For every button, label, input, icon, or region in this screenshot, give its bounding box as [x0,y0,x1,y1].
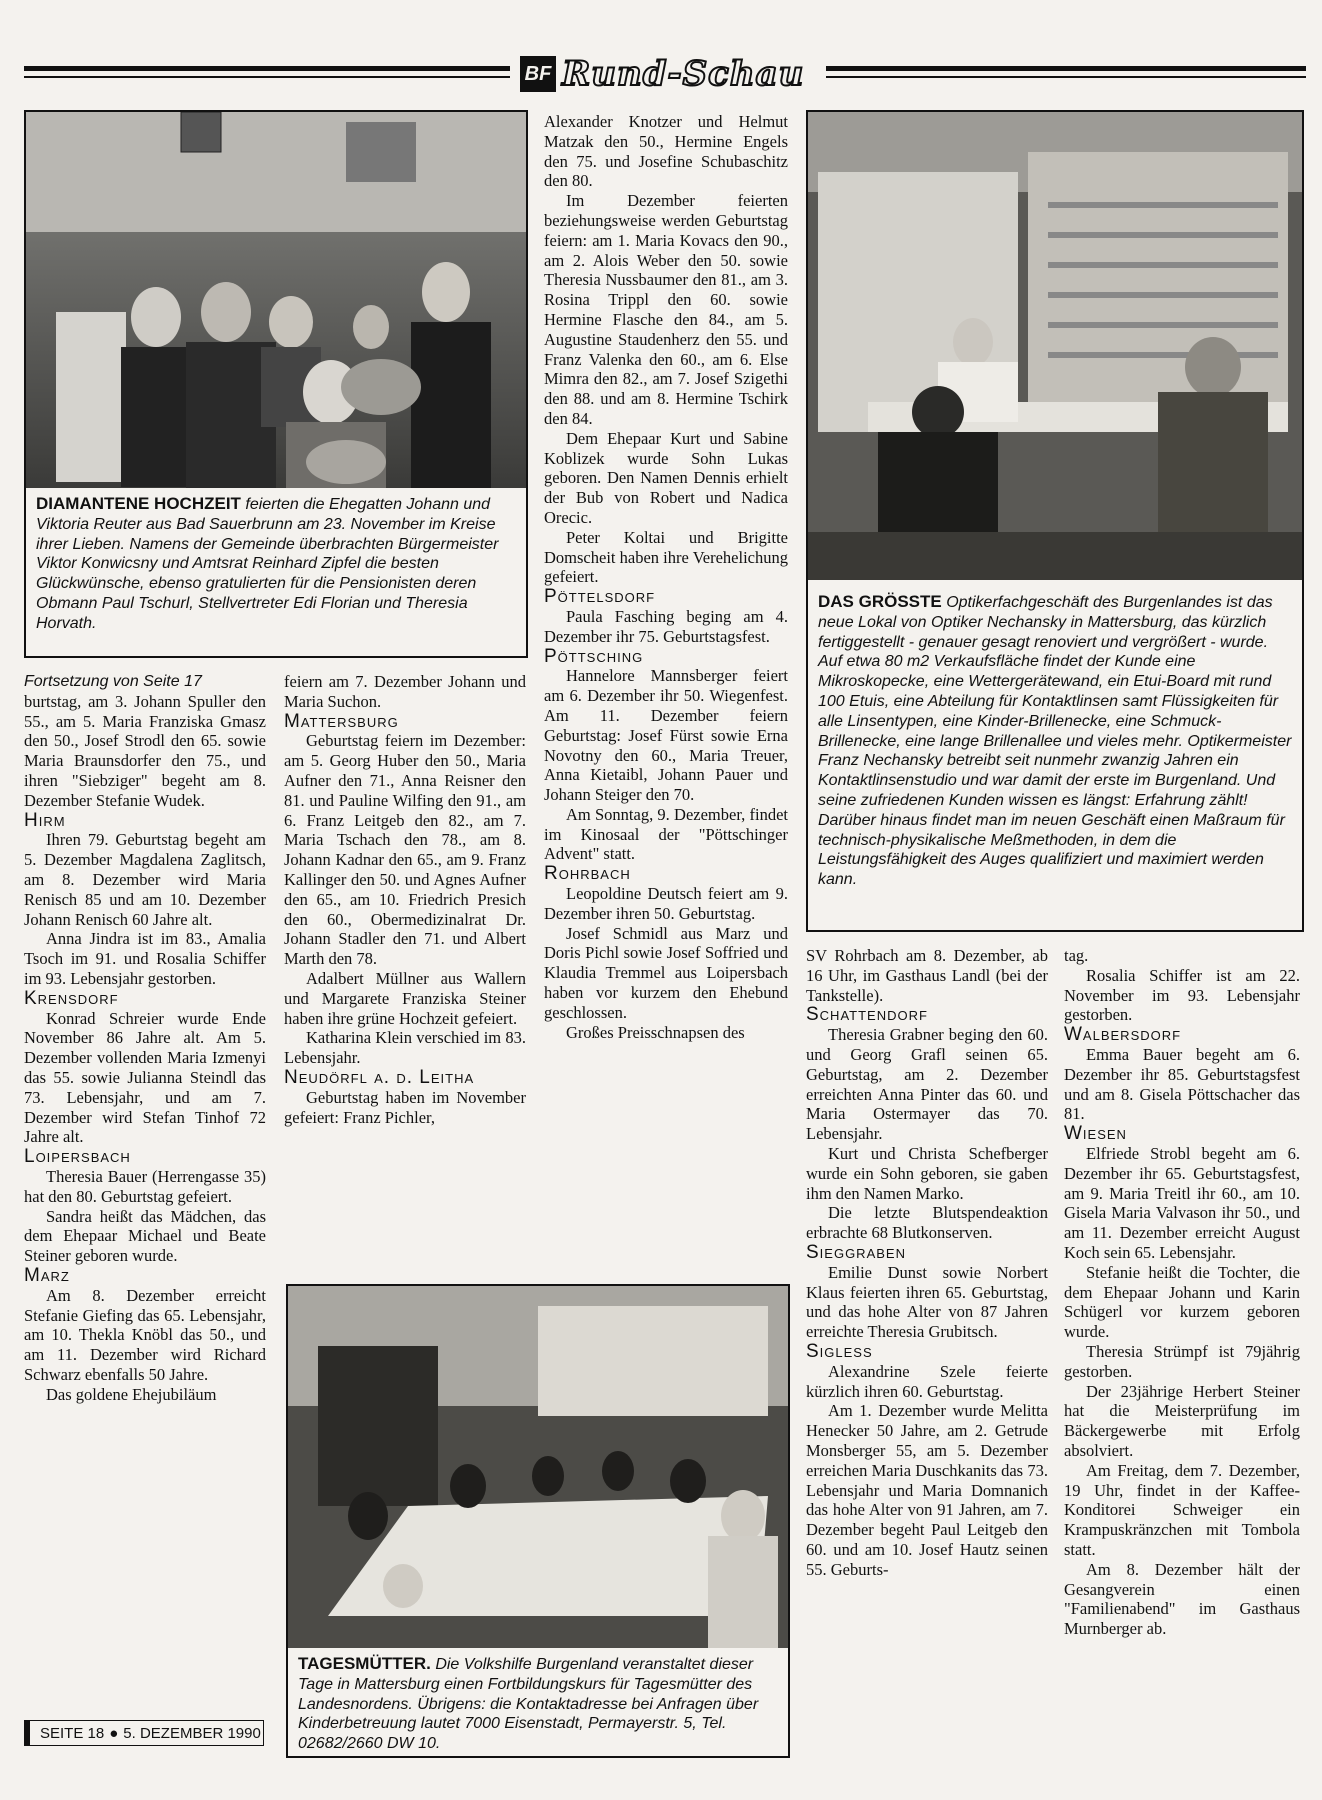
heading-poettsching: Pöttsching [544,645,644,667]
article-text: Theresia Strümpf ist 79jährig gestorben. [1064,1341,1300,1381]
header-rule-left [24,66,510,71]
article-text: Alexander Knotzer und Helmut Matzak den 50., Hermine Engels den 75. und Josefine Schubaschitz den 80. [544,112,788,191]
photo-diamond-wedding-image [26,112,526,490]
caption-diamond-wedding [24,488,528,658]
article-text: feiern am 7. Dezember Johann und Maria Suchon. [284,672,526,711]
article-text: Anna Jindra ist im 83., Amalia Tsoch im 91. und Rosalia Schiffer im 93. Lebensjahr gestorben. [24,929,266,988]
header-rule-right-thin [826,76,1306,78]
photo-optician-shop [806,110,1304,584]
article-text: Emilie Dunst sowie Norbert Klaus feierten ihren 65. Geburtstag, und das hohe Alter von 87 Jahren erreichte Theresia Grubitsch. [806,1262,1048,1342]
article-text: Rosalia Schiffer ist am 22. November im 93. Lebensjahr gestorben. [1064,965,1300,1025]
heading-schattendorf: Schattendorf [806,1004,928,1026]
article-text: Am 8. Dezember hält der Gesangverein einen "Familienabend" im Gasthaus Murnberger ab. [1064,1559,1300,1639]
heading-sieggraben: Sieggraben [806,1241,906,1263]
article-text: Peter Koltai und Brigitte Domscheit haben ihre Verehelichung gefeiert. [544,527,788,587]
article-text: Josef Schmidl aus Marz und Doris Pichl sowie Josef Soffried und Klaudia Tremmel aus Loipersbach haben vor kurzem den Ehebund geschlossen. [544,923,788,1022]
section-title: Rund-Schau [562,54,805,94]
article-text: Adalbert Müllner aus Wallern und Margarete Franziska Steiner haben ihre grüne Hochzeit gefeiert. [284,968,526,1028]
article-text: Am Freitag, dem 7. Dezember, 19 Uhr, findet in der Kaffee-Konditorei Schweiger ein Krampuskränzchen mit Tombola statt. [1064,1460,1300,1559]
issue-date: 5. DEZEMBER 1990 [123,1724,261,1742]
article-text: Geburtstag feiern im Dezember: am 5. Georg Huber den 50., Maria Aufner den 71., Anna Reisner den 81. und Pauline Wilfing den 91., am 6. Franz Leitgeb den 82., am 7. Maria Tschach den 78., am 8. Johann Kadnar den 65., am 9. Franz Kallinger den 50. und Agnes Aufner den 65., am 10. Friedrich Presich den 60., Obermedizinalrat Dr. Johann Stadler den 71. und Albert Marth den 78. [284,731,526,969]
article-text: Die letzte Blutspendeaktion erbrachte 68 Blutkonserven. [806,1203,1048,1243]
heading-hirm: Hirm [24,809,66,831]
article-text: Paula Fasching beging am 4. Dezember ihr 75. Geburtstagsfest. [544,606,788,646]
article-text: Alexandrine Szele feierte kürzlich ihren 60. Geburtstag. [806,1361,1048,1401]
masthead [520,50,810,98]
caption-childminders [286,1648,790,1758]
caption-text: Die Volkshilfe Burgenland veranstaltet dieser Tage in Mattersburg einen Fortbildungskurs für Tagesmütter des Landesnordens. Übrigens: die Kontaktadresse bei Anfragen über Kinderbetreuung lautet 7000 Eisenstadt, Permayerstr. 5, Tel. 02682/2660 DW 10. [298,1656,759,1753]
article-text: Sandra heißt das Mädchen, das dem Ehepaar Michael und Beate Steiner geboren wurde. [24,1206,266,1266]
column-2 [284,672,526,1127]
photo-diamond-wedding [24,110,528,492]
caption-lead: DIAMANTENE HOCHZEIT [36,494,241,513]
article-text: Konrad Schreier wurde Ende November 86 Jahre alt. Am 5. Dezember vollenden Maria Izmenyi das 55. sowie Julianna Steindl das 73. Lebensjahr, und am 7. Dezember wird Stefan Tinhof 72 Jahre alt. [24,1008,266,1147]
article-text: Der 23jährige Herbert Steiner hat die Meisterprüfung im Bäckergewerbe mit Erfolg absolviert. [1064,1381,1300,1460]
article-text: Am Sonntag, 9. Dezember, findet im Kinosaal der "Pöttschinger Advent" statt. [544,804,788,864]
article-text: Das goldene Ehejubiläum [46,1384,217,1404]
heading-neudoerfl: Neudörfl a. d. Leitha [284,1066,475,1088]
article-text: Geburtstag haben im November gefeiert: Franz Pichler, [284,1087,526,1127]
caption-optician-shop [806,580,1304,932]
header-rule-right [826,66,1306,71]
article-text: Elfriede Strobl begeht am 6. Dezember ihr 65. Geburtstagsfest, am 9. Maria Treitl ihr 60., am 10. Gisela Maria Valvason ihr 50., und am 11. Dezember erreicht August Koch sein 65. Lebensjahr. [1064,1143,1300,1262]
heading-mattersburg: Mattersburg [284,710,399,732]
column-4 [806,946,1048,1580]
article-text: Theresia Grabner beging den 60. und Georg Grafl seinen 65. Geburtstag, am 2. Dezember erreichten Anna Pinter das 60. und Maria Ostermayer das 70. Lebensjahr. [806,1025,1048,1144]
continuation-note: Fortsetzung von Seite 17 [24,673,202,690]
heading-walbersdorf: Walbersdorf [1064,1024,1182,1046]
column-5 [1064,946,1300,1639]
caption-lead: DAS GRÖSSTE [818,592,942,611]
caption-lead: TAGESMÜTTER. [298,1654,431,1673]
article-text: Ihren 79. Geburtstag begeht am 5. Dezember Magdalena Zaglitsch, am 8. Dezember wird Maria Renisch 85 und am 10. Dezember Johann Renisch 60 Jahre alt. [24,830,266,929]
header-rule-left-thin [24,76,510,78]
article-text: Kurt und Christa Schefberger wurde ein Sohn geboren, sie gaben ihm den Namen Marko. [806,1143,1048,1203]
article-text: Katharina Klein verschied im 83. Lebensjahr. [284,1028,526,1068]
article-text: Stefanie heißt die Tochter, die dem Ehepaar Johann und Karin Schügerl vor kurzem geboren wurde. [1064,1262,1300,1342]
bullet-icon: ● [109,1724,119,1742]
heading-wiesen: Wiesen [1064,1123,1127,1145]
heading-loipersbach: Loipersbach [24,1146,131,1168]
article-text: SV Rohrbach am 8. Dezember, ab 16 Uhr, im Gasthaus Landl (bei der Tankstelle). [806,946,1048,1005]
heading-krensdorf: Krensdorf [24,987,119,1009]
article-text: Im Dezember feierten beziehungsweise werden Geburtstag feiern: am 1. Maria Kovacs den 90., am 2. Alois Weber den 50. sowie Theresia Nussbaumer den 81., am 3. Rosina Trippl den 60. sowie Hermine Flasche den 84., am 5. Augustine Staudenherz den 55. und Franz Valenka den 60., am 6. Else Mimra den 82., am 7. Josef Szigethi den 88. und am 8. Hermine Tschirk den 84. [544,191,788,428]
caption-text: Optikerfachgeschäft des Burgenlandes ist das neue Lokal von Optiker Nechansky in Mattersburg, das kürzlich fertiggestellt - genauer gesagt renoviert und vergrößert - wurde. Auf etwa 80 m2 Verkaufsfläche findet der Kunde eine Mikroskopecke, eine Wettergerätewand, ein Etui-Board mit rund 100 Etuis, eine Abteilung für Kontaktlinsen samt Flüssigkeiten für alle Linsentypen, eine Kinder-Brillenecke, eine Schmuck-Brillenecke, eine lange Brillenallee und vieles mehr. Optikermeister Franz Nechansky betreibt seit nunmehr zwanzig Jahren ein Kontaktlinsenstudio und war damit der erste im Burgenland. Und seine zufriedenen Kunden wissen es längst: Erfahrung zählt! Darüber hinaus findet man im neuen Geschäft einen Maßraum für technisch-physikalische Meßmethoden, in dem die Leistungsfähigkeit des Auges qualifiziert und maximiert werden kann. [818,594,1292,889]
page-footer [24,1720,264,1746]
article-text: Am 1. Dezember wurde Melitta Henecker 50 Jahre, am 2. Getrude Monsberger 55, am 5. Dezember erreichen Maria Duschkanits das 73. Lebensjahr und Maria Domnanich das hohe Alter von 91 Jahren, am 7. Dezember begeht Paul Leitgeb den 60. und am 10. Josef Hautz seinen 55. Geburts- [806,1401,1048,1579]
column-3 [544,112,788,1042]
heading-sigless: Sigless [806,1340,873,1362]
photo-optician-shop-image [808,112,1302,582]
column-1 [24,672,266,1404]
heading-marz: Marz [24,1264,70,1286]
article-text: tag. [1064,946,1089,965]
caption-text: feierten die Ehegatten Johann und Viktoria Reuter aus Bad Sauerbrunn am 23. November im Kreise ihrer Lieben. Namens der Gemeinde überbrachten Bürgermeister Viktor Konwicsny und Amtsrat Reinhard Zipfel die besten Glückwünsche, ebenso gratulierten für die Pensionisten deren Obmann Paul Tschurl, Stellvertreter Edi Florian und Theresia Horvath. [36,496,499,632]
page-number: SEITE 18 [40,1724,105,1742]
bf-logo: BF [520,56,556,92]
photo-childminders-image [288,1286,788,1650]
article-text: Emma Bauer begeht am 6. Dezember ihr 85. Geburtstagsfest und am 8. Gisela Pöttschacher das 81. [1064,1044,1300,1124]
heading-rohrbach: Rohrbach [544,863,631,885]
article-text: burtstag, am 3. Johann Spuller den 55., am 5. Maria Franziska Gmasz den 50., Josef Strodl den 65. sowie Maria Braunsdorfer den 75., und ihren "Siebziger" begeht am 8. Dezember Stefanie Wudek. [24,691,266,810]
article-text: Großes Preisschnapsen des [566,1022,745,1042]
photo-childminders [286,1284,790,1652]
article-text: Am 8. Dezember erreicht Stefanie Giefing das 65. Lebensjahr, am 10. Thekla Knöbl das 50., und am 11. Dezember wird Richard Schwarz ebenfalls 50 Jahre. [24,1285,266,1384]
article-text: Theresia Bauer (Herrengasse 35) hat den 80. Geburtstag gefeiert. [24,1166,266,1206]
heading-poettelsdorf: Pöttelsdorf [544,586,656,608]
article-text: Dem Ehepaar Kurt und Sabine Koblizek wurde Sohn Lukas geboren. Den Namen Dennis erhielt der Bub von Robert und Nadica Orecic. [544,428,788,527]
article-text: Hannelore Mannsberger feiert am 6. Dezember ihr 50. Wiegenfest. Am 11. Dezember feiern Geburtstag: Josef Fürst sowie Erna Novotny den 60., Maria Treuer, Anna Kietaibl, Johann Pauer und Johann Steiger den 70. [544,666,788,805]
article-text: Leopoldine Deutsch feiert am 9. Dezember ihren 50. Geburtstag. [544,884,788,923]
